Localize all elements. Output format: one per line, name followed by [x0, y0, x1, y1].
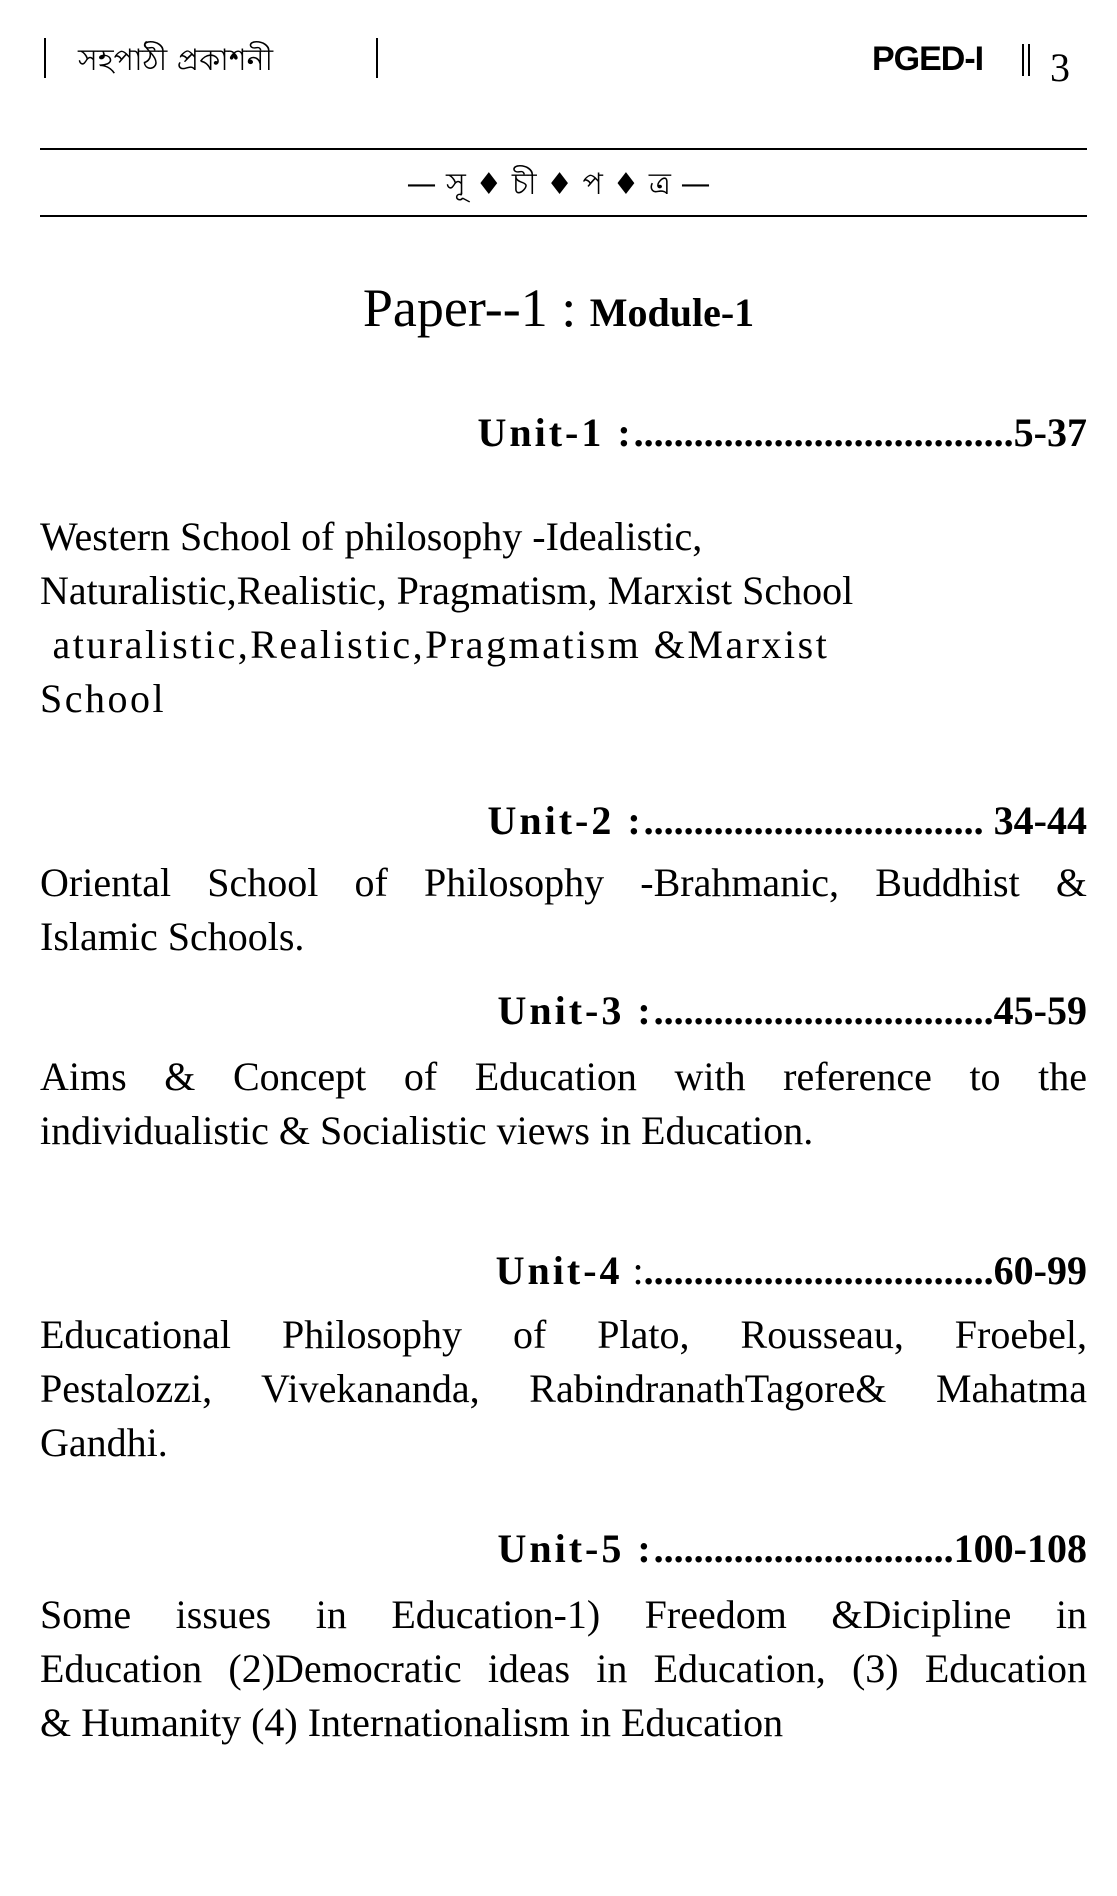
- unit-description-line: Western School of philosophy -Idealistic,: [40, 514, 703, 559]
- bottom-rule: [40, 215, 1087, 217]
- module-label: Module-1: [589, 290, 755, 335]
- unit-description-line: Aims & Concept of Education with reference to the: [40, 1054, 1087, 1099]
- unit-description-line: Islamic Schools.: [40, 914, 305, 959]
- unit-heading: Unit-3 :..................................45-59: [497, 988, 1087, 1033]
- unit-description-line: aturalistic,Realistic,Pragmatism &Marxist: [40, 622, 830, 667]
- unit-heading: Unit-2 :.................................. 34-44: [487, 798, 1087, 843]
- paper-title: [0, 278, 1117, 343]
- unit-description-line: Some issues in Education-1) Freedom &Dicipline in: [40, 1592, 1087, 1637]
- unit-heading: Unit-5 :..............................100-108: [497, 1526, 1087, 1571]
- unit-heading: Unit-4 :...................................60-99: [495, 1248, 1087, 1293]
- top-rule: [40, 148, 1087, 150]
- unit-description-line: School: [40, 676, 167, 721]
- unit-description-line: Education (2)Democratic ideas in Education, (3) Education: [40, 1646, 1087, 1691]
- header-divider: [44, 38, 46, 78]
- unit-description-line: Educational Philosophy of Plato, Rousseau, Froebel,: [40, 1312, 1087, 1357]
- unit-heading: Unit-1 :......................................5-37: [477, 410, 1087, 455]
- contents-title: — সূ ♦ চী ♦ প ♦ ত্র —: [406, 167, 711, 202]
- unit-description-line: Oriental School of Philosophy -Brahmanic, Buddhist &: [40, 860, 1087, 905]
- paper-label: Paper--1 :: [362, 278, 590, 338]
- course-code: PGED-I: [872, 40, 984, 78]
- header-divider: [1028, 44, 1030, 76]
- header-divider: [1022, 44, 1024, 76]
- unit-description-line: & Humanity (4) Internationalism in Education: [40, 1700, 784, 1745]
- unit-description-line: Naturalistic,Realistic, Pragmatism, Marxist School: [40, 568, 854, 613]
- publisher-name: সহপাঠী প্রকাশনী: [78, 43, 274, 78]
- header-divider: [376, 38, 378, 78]
- unit-description-line: Pestalozzi, Vivekananda, RabindranathTagore& Mahatma: [40, 1366, 1087, 1411]
- page-number: 3: [1050, 45, 1070, 90]
- unit-description-line: Gandhi.: [40, 1420, 168, 1465]
- unit-description-line: individualistic & Socialistic views in Education.: [40, 1108, 814, 1153]
